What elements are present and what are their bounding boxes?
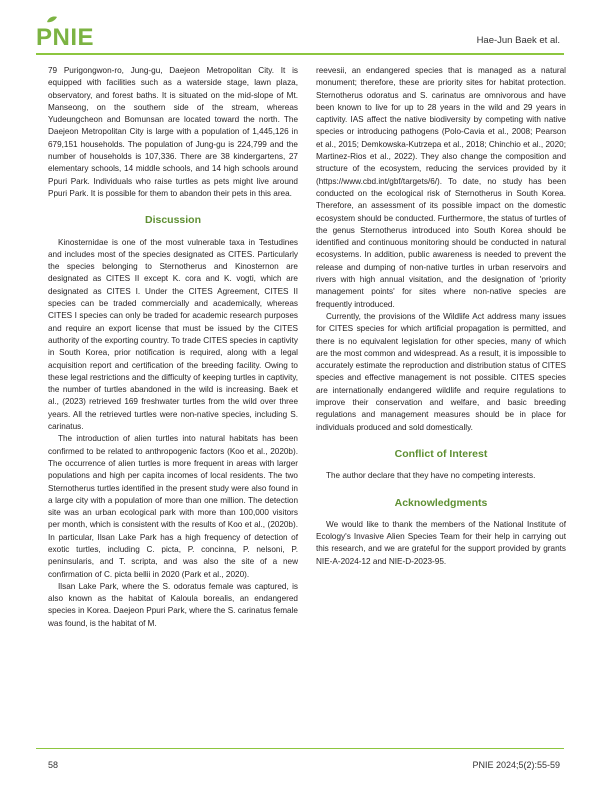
left-column (48, 65, 298, 630)
paragraph: reevesii, an endangered species that is managed as a natural monument; therefore, these are priority sites for habitat protection. Sternotherus odoratus and S. carinatus are omnivorous and have been known to live for up to 28 years in the wild and 29 years in captivity. IAS affect the native biodiversity by competing with native species or introducing pathogens (Polo-Cavia et al., 2008; Pearson et al., 2015; Demkowska-Kutrzepa et al., 2018; Chinchio et al., 2020; Martinez-Rios et al., 2022). They also change the composition and structure of the ecosystem, reducing the services provided by it (https://www.cbd.int/gbf/targets/6/). To date, no study has been conducted on the ecological risk of Sternotherus in South Korea. Therefore, an assessment of its possible impact on the domestic ecosystem should be conducted. Furthermore, the status of turtles of the genus Sternotherus introduced into South Korea should be identified and continuous monitoring should be conducted in natural ecosystems. In addition, public awareness is needed to prevent the release and dumping of non-native turtles in urban reservoirs and rivers with high annual visitation, and the designation of 'priority management points' for sites where non-native species are frequently introduced. (316, 66, 566, 309)
leaf-icon (46, 16, 58, 23)
header-divider (36, 53, 564, 55)
journal-citation: PNIE 2024;5(2):55-59 (472, 760, 560, 770)
paragraph: We would like to thank the members of the National Institute of Ecology's Invasive Alien Species Team for their help in carrying out this research, and we are grateful for the support provided by grants NIE-A-2024-12 and NIE-D-2023-95. (316, 519, 566, 566)
paragraph: The introduction of alien turtles into natural habitats has been confirmed to be related to anthropogenic factors (Koo et al., 2020b). The occurrence of alien turtles is more frequent in areas with larger populations and high per capita incomes of local residents. The two Sternotherus turtles identified in the present study were also found in a large city with a population of more than one million. The detection site was an urban ecological park with more than 100,000 visitors per month, which is consistent with the results of Koo et al., (2020b). In particular, Ilsan Lake Park has a high frequency of detection of exotic turtles, including C. picta, P. concinna, P. nelsoni, P. peninsularis, and T. scripta, and was also the site of a new confirmation of C. picta bellii in 2020 (Park et al., 2020). (48, 434, 298, 579)
footer-divider (36, 748, 564, 749)
page-number: 58 (48, 760, 59, 770)
right-column (316, 65, 566, 568)
paragraph: 79 Purigongwon-ro, Jung-gu, Daejeon Metropolitan City. It is equipped with facilities such as a waterside stage, lawn plaza, observatory, and forest baths. It is situated on the mid-slope of Mt. Manseong, on the southern side of the stream, whereas Yudeungcheon and Bomunsan are located toward the north. The Daejeon Metropolitan City is large with a population of 1,445,126 in 679,151 households. The population of Jung-gu is 224,799 and the number of households is 107,336. There are 38 kindergartens, 27 elementary schools, 14 middle schools, and 14 high schools around Ppuri Park. Individuals who raise turtles as pets might live around Ppuri Park. It is possible for them to abandon their pets in this area. (48, 66, 298, 198)
acknowledgments-heading: Acknowledgments (394, 496, 488, 509)
paragraph: Currently, the provisions of the Wildlife Act address many issues for CITES species for which artificial propagation is permitted, and there is no equivalent legislation for other species, many of which are the most common and widespread. As a result, it is impossible to accurately estimate the reproduction and distribution status of CITES species and effective management is not possible. CITES species are internationally endangered wildlife and require regulations to improve their conservation and welfare, and basic breeding regulations and management measures should be in place for individuals produced and sold domestically. (316, 311, 566, 432)
journal-logo: PNIE (36, 24, 95, 51)
running-head: Hae-Jun Baek et al. (476, 35, 560, 46)
paragraph: Ilsan Lake Park, where the S. odoratus female was captured, is also known as the habitat of Kaloula borealis, an endangered species in Korea. Daejeon Ppuri Park, where the S. carinatus female was found, is the habitat of M. (48, 581, 298, 628)
discussion-heading: Discussion (144, 214, 202, 227)
paragraph: The author declare that they have no competing interests. (326, 471, 536, 481)
conflict-of-interest-heading: Conflict of Interest (394, 447, 488, 460)
paragraph: Kinosternidae is one of the most vulnerable taxa in Testudines and includes most of the species designated as CITES. Particularly the species belonging to Sternotherus and Kinosternon are designated as CITES II except K. cora and K. vogti, which are designated as CITES I. Under the CITES Agreement, CITES II species can be traded commercially and academically, whereas CITES I species can only be traded for academic research purposes and require an export license that must be issued by the CITES authority of the exporting country. To trade CITES species in captivity in South Korea, prior notification is required, along with a legal acquisition report and certification of the breeding facility. Owing to these legal restrictions and the difficulty of keeping turtles in captivity, the number of turtles abandoned in the wild is increasing. Baek et al., (2023) retrieved 169 freshwater turtles from the wild over three years. All the retrieved turtles were non-native species, including S. carinatus. (48, 237, 298, 432)
